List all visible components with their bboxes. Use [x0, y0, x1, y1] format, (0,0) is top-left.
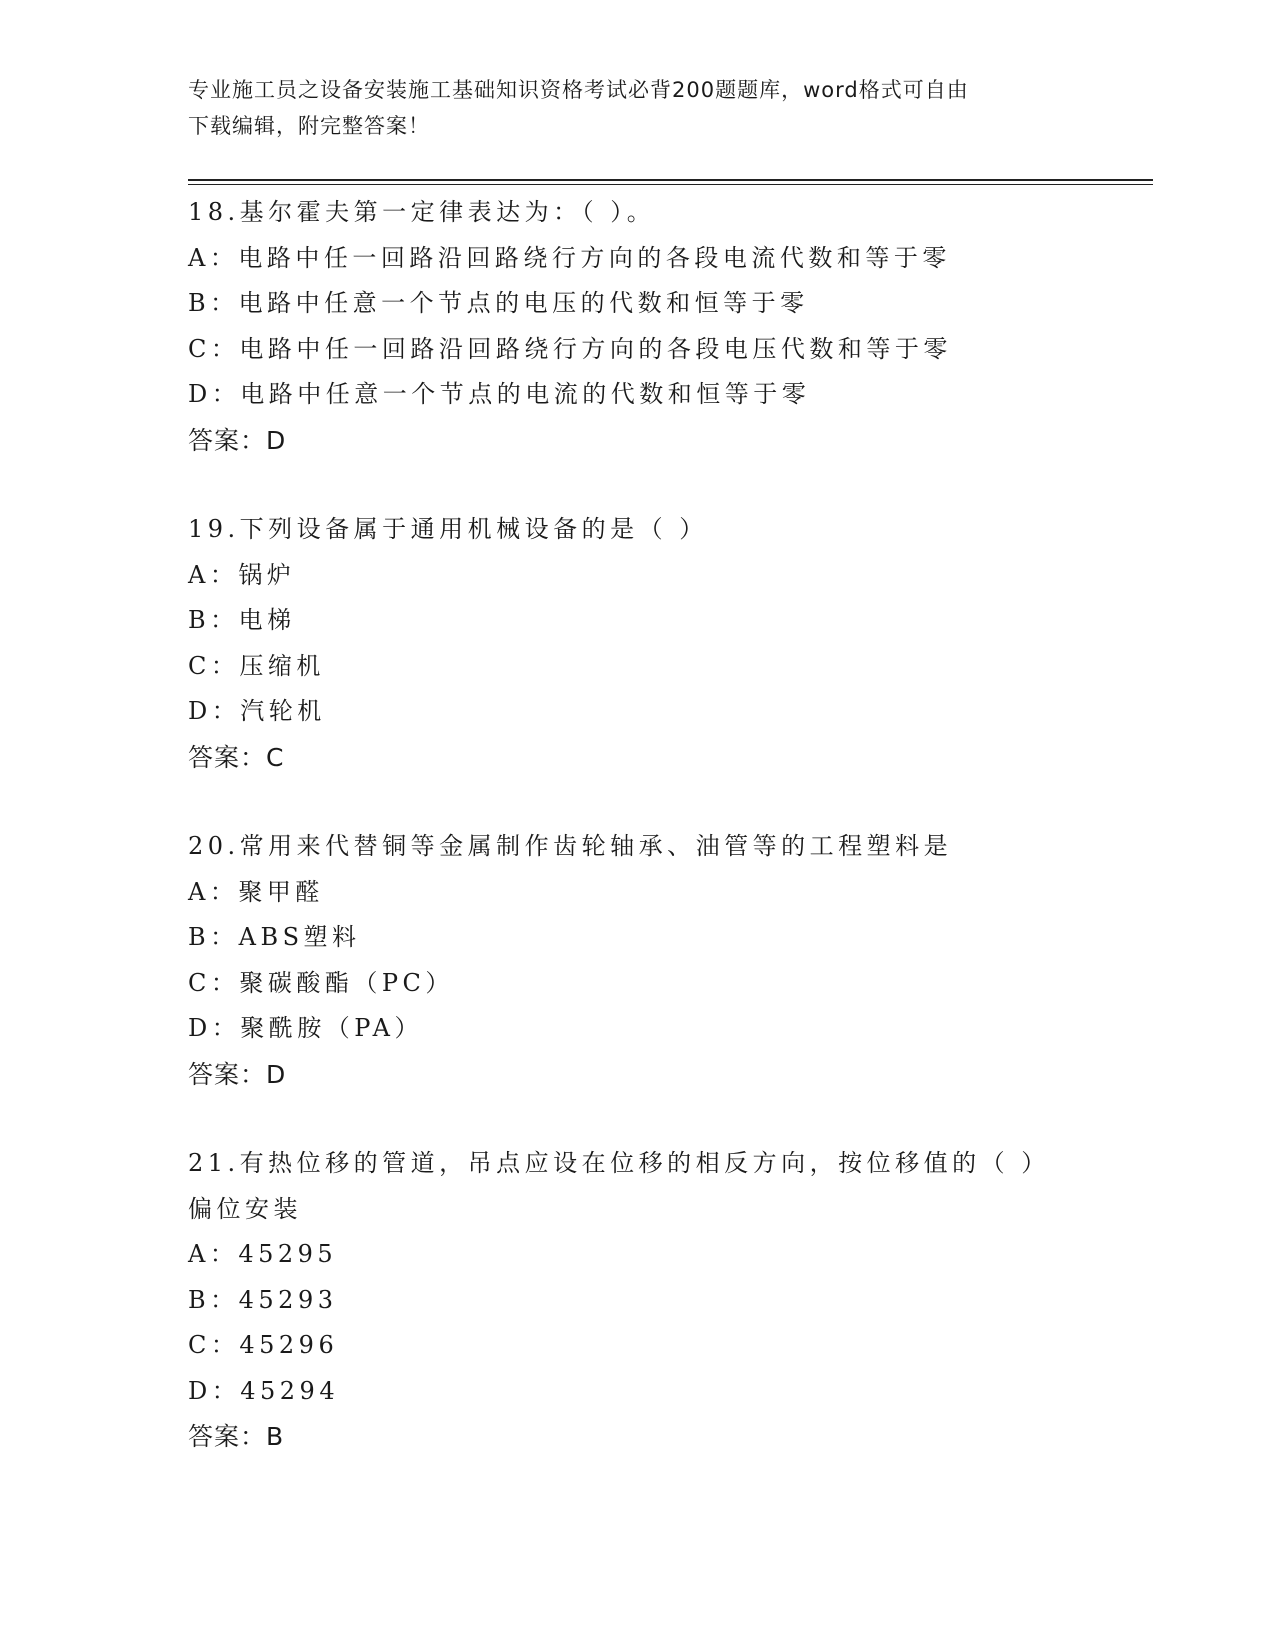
- question-stem-continued: 偏位安装: [188, 1194, 302, 1223]
- option-c: C：电路中任一回路沿回路绕行方向的各段电压代数和等于零: [188, 334, 952, 363]
- option-c: C：45296: [188, 1331, 339, 1359]
- option-a: A：电路中任一回路沿回路绕行方向的各段电流代数和等于零: [188, 243, 951, 272]
- option-b: B：45293: [188, 1285, 338, 1314]
- question-stem: 18.基尔霍夫第一定律表达为：（ ）。: [188, 198, 656, 226]
- question-19: [188, 507, 1148, 780]
- option-a: A：聚甲醛: [188, 877, 324, 906]
- question-18: [188, 190, 1148, 463]
- option-d: D：聚酰胺（PA）: [188, 1014, 424, 1042]
- option-d: D：电路中任意一个节点的电流的代数和恒等于零: [188, 380, 811, 408]
- document-header: [188, 72, 1068, 144]
- question-stem: 21.有热位移的管道，吊点应设在位移的相反方向，按位移值的（ ）: [188, 1149, 1050, 1177]
- option-a: A：45295: [188, 1240, 338, 1268]
- question-stem: 19.下列设备属于通用机械设备的是（ ）: [188, 515, 708, 543]
- option-b: B：ABS塑料: [188, 923, 361, 951]
- header-divider-thin: [188, 184, 1153, 185]
- option-d: D：汽轮机: [188, 697, 326, 725]
- answer-line: 答案：C: [188, 742, 285, 772]
- question-stem: 20.常用来代替铜等金属制作齿轮轴承、油管等的工程塑料是: [188, 832, 953, 860]
- answer-line: 答案：D: [188, 1059, 287, 1089]
- question-20: [188, 824, 1148, 1097]
- question-list: [188, 190, 1148, 1504]
- option-b: B：电梯: [188, 606, 296, 634]
- answer-line: 答案：D: [188, 425, 287, 455]
- option-a: A：锅炉: [188, 560, 296, 589]
- option-b: B：电路中任意一个节点的电压的代数和恒等于零: [188, 289, 809, 317]
- option-c: C：压缩机: [188, 651, 325, 680]
- header-divider-thick: [188, 179, 1153, 181]
- header-line-1: 专业施工员之设备安装施工基础知识资格考试必背200题题库，word格式可自由: [188, 78, 969, 102]
- answer-line: 答案：B: [188, 1422, 285, 1451]
- header-line-2: 下载编辑，附完整答案！: [188, 114, 430, 138]
- option-c: C：聚碳酸酯（PC）: [188, 968, 454, 997]
- option-d: D：45294: [188, 1376, 340, 1405]
- question-21: [188, 1141, 1148, 1460]
